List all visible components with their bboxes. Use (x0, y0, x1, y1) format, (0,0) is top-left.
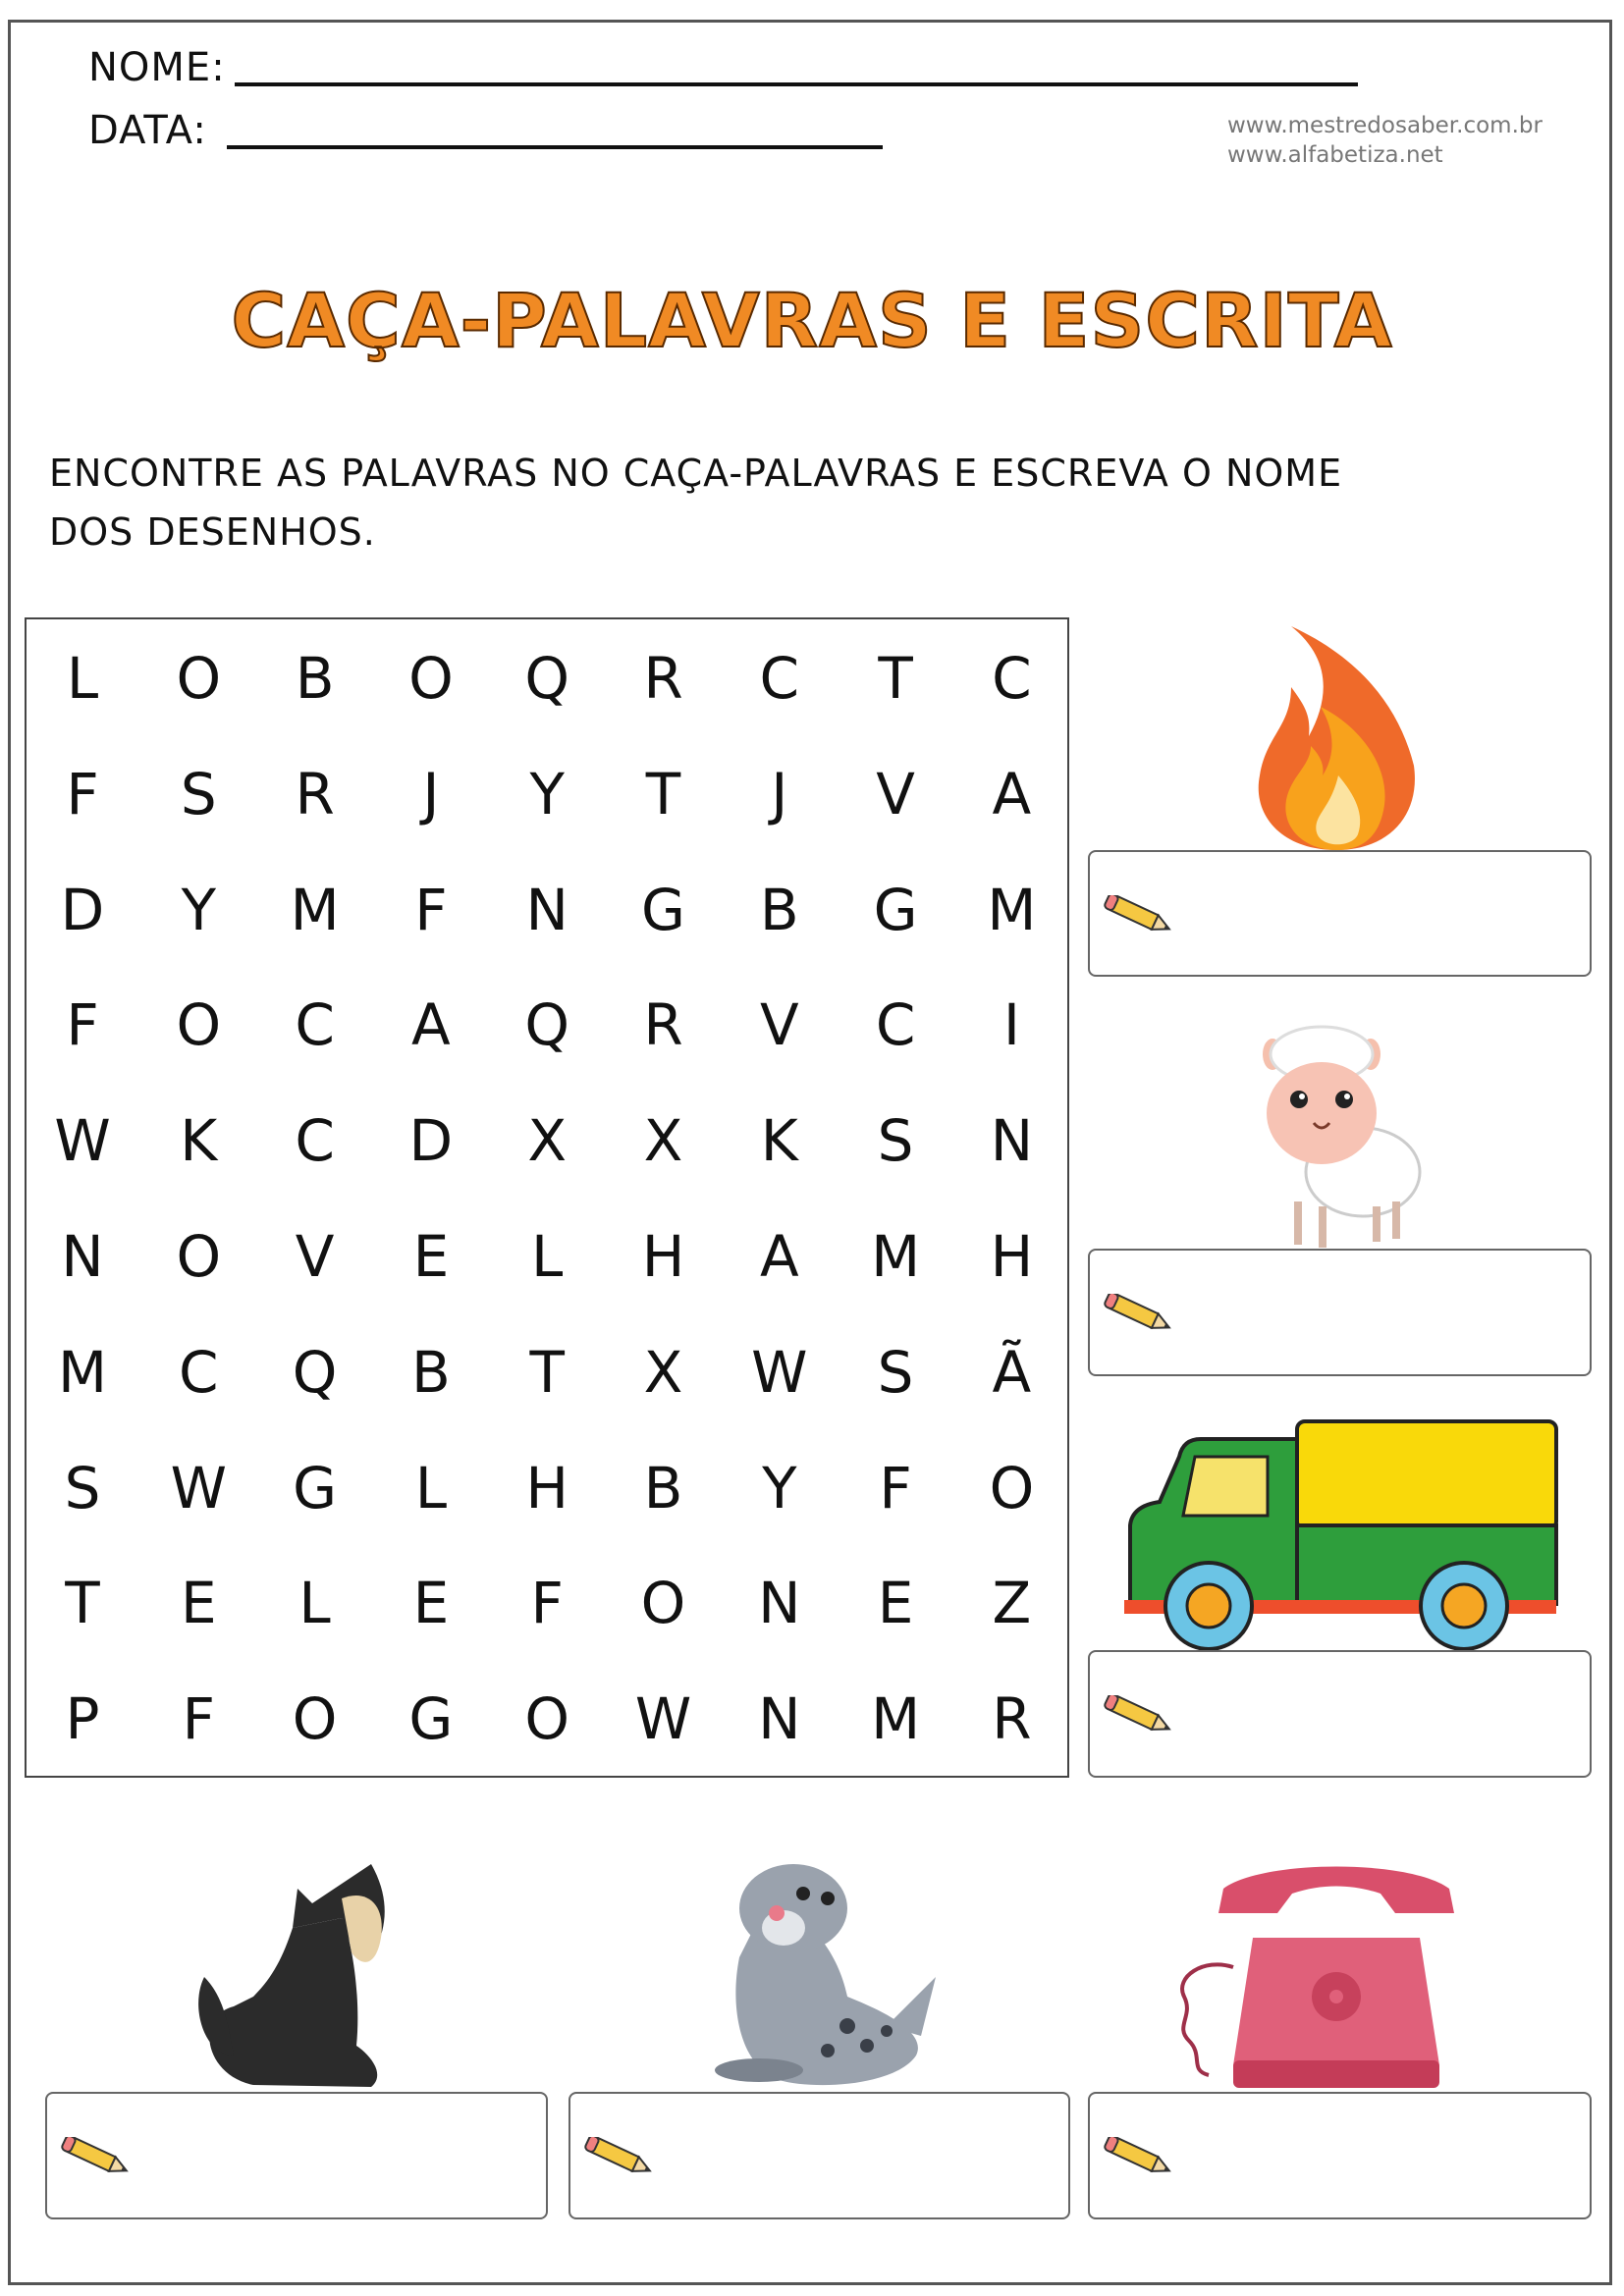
grid-letter[interactable]: Ã (992, 1338, 1032, 1406)
grid-letter[interactable]: Y (529, 760, 565, 828)
grid-letter[interactable]: D (60, 876, 105, 943)
grid-letter[interactable]: B (410, 1338, 451, 1406)
grid-letter[interactable]: Z (992, 1570, 1032, 1637)
grid-letter[interactable]: S (877, 1107, 914, 1175)
grid-letter[interactable]: N (758, 1570, 801, 1637)
grid-letter[interactable]: C (875, 991, 916, 1059)
grid-letter[interactable]: V (759, 991, 799, 1059)
grid-letter[interactable]: M (871, 1223, 921, 1290)
grid-letter[interactable]: L (531, 1223, 564, 1290)
grid-letter[interactable]: F (182, 1685, 215, 1753)
grid-letter[interactable]: A (992, 760, 1032, 828)
grid-letter[interactable]: W (751, 1338, 808, 1406)
grid-letter[interactable]: K (180, 1107, 218, 1175)
grid-letter[interactable]: C (759, 645, 800, 712)
grid-letter[interactable]: O (176, 1223, 222, 1290)
grid-letter[interactable]: T (529, 1338, 565, 1406)
instruction-line-1: ENCONTRE AS PALAVRAS NO CAÇA-PALAVRAS E ESCREVA O NOME (49, 452, 1343, 495)
grid-letter[interactable]: X (527, 1107, 568, 1175)
grid-letter[interactable]: C (295, 991, 335, 1059)
answer-box-truck[interactable] (1088, 1650, 1592, 1778)
answer-box-telephone[interactable] (1088, 2092, 1592, 2219)
telephone-icon (1164, 1859, 1508, 2091)
grid-letter[interactable]: R (992, 1685, 1032, 1753)
grid-letter[interactable]: H (990, 1223, 1034, 1290)
grid-letter[interactable]: X (643, 1338, 683, 1406)
grid-letter[interactable]: N (61, 1223, 104, 1290)
pencil-icon (1098, 1294, 1180, 1333)
grid-letter[interactable]: W (170, 1454, 227, 1522)
grid-letter[interactable]: R (643, 645, 683, 712)
grid-letter[interactable]: B (759, 876, 799, 943)
sheep-icon (1245, 1025, 1435, 1249)
grid-letter[interactable]: E (412, 1570, 450, 1637)
grid-letter[interactable]: W (54, 1107, 111, 1175)
date-label: DATA: (88, 108, 207, 153)
grid-letter[interactable]: S (64, 1454, 101, 1522)
grid-letter[interactable]: F (414, 876, 448, 943)
name-label: NOME: (88, 45, 226, 90)
date-field[interactable] (227, 145, 883, 149)
grid-letter[interactable]: G (293, 1454, 338, 1522)
pencil-icon (1098, 1695, 1180, 1735)
pencil-icon (55, 2137, 137, 2176)
grid-letter[interactable]: N (525, 876, 568, 943)
grid-letter[interactable]: A (411, 991, 451, 1059)
grid-letter[interactable]: V (295, 1223, 335, 1290)
answer-box-sheep[interactable] (1088, 1249, 1592, 1376)
grid-letter[interactable]: E (877, 1570, 914, 1637)
fire-icon (1252, 618, 1421, 850)
grid-letter[interactable]: M (290, 876, 340, 943)
answer-box-fire[interactable] (1088, 850, 1592, 977)
grid-letter[interactable]: S (180, 760, 217, 828)
grid-letter[interactable]: F (879, 1454, 912, 1522)
grid-letter[interactable]: L (66, 645, 99, 712)
grid-letter[interactable]: C (295, 1107, 335, 1175)
grid-letter[interactable]: G (873, 876, 918, 943)
grid-letter[interactable]: P (65, 1685, 100, 1753)
grid-letter[interactable]: D (408, 1107, 454, 1175)
grid-letter[interactable]: J (422, 760, 440, 828)
grid-letter[interactable]: O (524, 1685, 570, 1753)
grid-letter[interactable]: M (57, 1338, 108, 1406)
grid-letter[interactable]: A (759, 1223, 799, 1290)
grid-letter[interactable]: L (298, 1570, 331, 1637)
grid-letter[interactable]: O (640, 1570, 686, 1637)
pencil-icon (1098, 895, 1180, 934)
grid-letter[interactable]: Y (181, 876, 217, 943)
seal-icon (700, 1859, 938, 2091)
grid-letter[interactable]: X (643, 1107, 683, 1175)
grid-letter[interactable]: O (176, 991, 222, 1059)
grid-letter[interactable]: Q (524, 645, 570, 712)
grid-letter[interactable]: E (412, 1223, 450, 1290)
grid-letter[interactable]: N (758, 1685, 801, 1753)
truck-icon (1120, 1417, 1560, 1650)
grid-letter[interactable]: H (641, 1223, 685, 1290)
grid-letter[interactable]: M (987, 876, 1037, 943)
grid-letter[interactable]: T (878, 645, 913, 712)
grid-letter[interactable]: L (414, 1454, 448, 1522)
website-1: www.mestredosaber.com.br (1227, 113, 1543, 138)
grid-letter[interactable]: N (990, 1107, 1034, 1175)
page-title: CAÇA-PALAVRAS E ESCRITA (231, 277, 1393, 364)
name-field[interactable] (235, 82, 1358, 86)
answer-box-seal[interactable] (568, 2092, 1070, 2219)
grid-letter[interactable]: Y (762, 1454, 797, 1522)
answer-box-wolf[interactable] (45, 2092, 548, 2219)
pencil-icon (578, 2137, 661, 2176)
grid-letter[interactable]: F (66, 991, 99, 1059)
grid-letter[interactable]: F (66, 760, 99, 828)
pencil-icon (1098, 2137, 1180, 2176)
grid-letter[interactable]: G (408, 1685, 454, 1753)
grid-letter[interactable]: C (992, 645, 1032, 712)
grid-letter[interactable]: O (408, 645, 454, 712)
grid-letter[interactable]: E (180, 1570, 217, 1637)
instruction-line-2: DOS DESENHOS. (49, 510, 376, 554)
grid-letter[interactable]: H (525, 1454, 568, 1522)
grid-letter[interactable]: B (643, 1454, 683, 1522)
wolf-icon (194, 1859, 396, 2091)
website-2: www.alfabetiza.net (1227, 142, 1443, 168)
word-search-grid (25, 617, 1069, 1778)
grid-letter[interactable]: M (871, 1685, 921, 1753)
grid-letter[interactable]: R (643, 991, 683, 1059)
grid-letter[interactable]: J (771, 760, 788, 828)
grid-letter[interactable]: Q (292, 1338, 338, 1406)
grid-letter[interactable]: W (634, 1685, 692, 1753)
grid-letter[interactable]: C (179, 1338, 219, 1406)
grid-letter[interactable]: F (530, 1570, 564, 1637)
grid-letter[interactable]: I (1002, 991, 1020, 1059)
grid-letter[interactable]: Q (524, 991, 570, 1059)
grid-letter[interactable]: O (989, 1454, 1035, 1522)
grid-letter[interactable]: R (295, 760, 335, 828)
grid-letter[interactable]: S (877, 1338, 914, 1406)
grid-letter[interactable]: T (65, 1570, 100, 1637)
grid-letter[interactable]: G (641, 876, 685, 943)
grid-letter[interactable]: K (760, 1107, 798, 1175)
grid-letter[interactable]: O (176, 645, 222, 712)
grid-letter[interactable]: V (876, 760, 915, 828)
grid-letter[interactable]: B (295, 645, 335, 712)
grid-letter[interactable]: O (292, 1685, 338, 1753)
grid-letter[interactable]: T (645, 760, 681, 828)
